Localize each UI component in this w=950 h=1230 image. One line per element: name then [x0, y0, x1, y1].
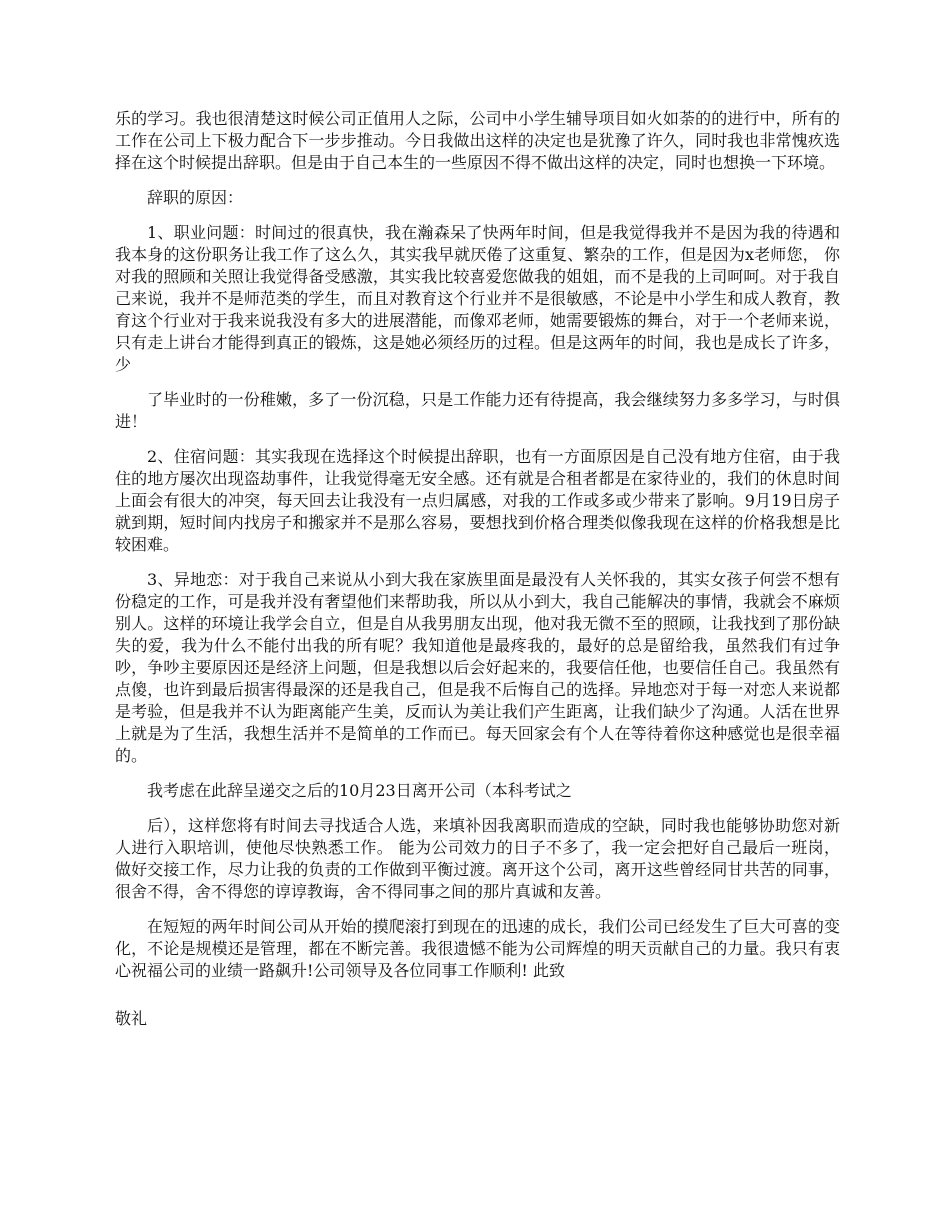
- paragraph-reasons-heading: 辞职的原因：: [147, 188, 244, 207]
- document-page: [115, 108, 840, 1030]
- paragraph-handover: 后），这样您将有时间去寻找适合人选，来填补因我离职而造成的空缺，同时我也能够协助您对新人进行入职培训，使他尽快熟悉工作。 能为公司效力的日子不多了，我一定会把好自己最后一班岗，做好交接工作，尽力让我的负责的工作做到平衡过渡。离开这个公司，离开这些曾经同甘共苦的同事，很舍不得，舍不得您的谆谆教诲，舍不得同事之间的那片真诚和友善。: [115, 816, 840, 901]
- paragraph-intro: 乐的学习。我也很清楚这时候公司正值用人之际，公司中小学生辅导项目如火如荼的的进行中，所有的工作在公司上下极力配合下一步步推动。今日我做出这样的决定也是犹豫了许久，同时我也非常愧疚选择在这个时候提出辞职。但是由于自己本生的一些原因不得不做出这样的决定，同时也想换一下环境。: [115, 109, 840, 172]
- paragraph-career-issue: 1、职业问题：时间过的很真快，我在瀚森呆了快两年时间，但是我觉得我并不是因为我的待遇和我本身的这份职务让我工作了这么久，其实我早就厌倦了这重复、繁杂的工作，但是因为x老师您， 你对我的照顾和关照让我觉得备受感激，其实我比较喜爱您做我的姐姐，而不是我的上司呵呵。对于我自己来说，我并不是师范类的学生，而且对教育这个行业并不是很敏感，不论是中小学生和成人教育，教育这个行业对于我来说我没有多大的进展潜能，而像邓老师，她需要锻炼的舞台，对于一个老师来说，只有走上讲台才能得到真正的锻炼，这是她必须经历的过程。但是这两年的时间，我也是成长了许多，少: [115, 223, 840, 374]
- paragraph-career-issue-continued: 了毕业时的一份稚嫩，多了一份沉稳，只是工作能力还有待提高，我会继续努力多多学习，与时俱进！: [115, 390, 840, 431]
- paragraph-long-distance: 3、异地恋：对于我自己来说从小到大我在家族里面是最没有人关怀我的，其实女孩子何尝不想有份稳定的工作，可是我并没有奢望他们来帮助我，所以从小到大，我自己能解决的事情，我就会不麻烦别人。这样的环境让我学会自立，但是自从我男朋友出现，他对我无微不至的照顾，让我找到了那份缺失的爱，我为什么不能付出我的所有呢？我知道他是最疼我的，最好的总是留给我，虽然我们有过争吵，争吵主要原因还是经济上问题，但是我想以后会好起来的，我要信任他，也要信任自己。我虽然有点傻，也许到最后损害得最深的还是我自己，但是我不后悔自己的选择。异地恋对于每一对恋人来说都是考验，但是我并不认为距离能产生美，反而认为美让我们产生距离，让我们缺少了沟通。人活在世界上就是为了生活，我想生活并不是简单的工作而已。每天回家会有个人在等待着你这种感觉也是很幸福的。: [115, 570, 840, 765]
- paragraph-leave-date: 我考虑在此辞呈递交之后的10月23日离开公司（本科考试之: [147, 781, 572, 800]
- paragraph-housing-issue: 2、住宿问题：其实我现在选择这个时候提出辞职，也有一方面原因是自己没有地方住宿，由于我住的地方屡次出现盗劫事件，让我觉得毫无安全感。还有就是合租者都是在家待业的，我们的休息时间上面会有很大的冲突，每天回去让我没有一点归属感，对我的工作或多或少带来了影响。9月19日房子就到期，短时间内找房子和搬家并不是那么容易，要想找到价格合理类似像我现在这样的价格我想是比较困难。: [115, 447, 840, 554]
- closing-salutation: 敬礼: [115, 1009, 148, 1028]
- paragraph-farewell: 在短短的两年时间公司从开始的摸爬滚打到现在的迅速的成长，我们公司已经发生了巨大可喜的变化，不论是规模还是管理，都在不断完善。我很遗憾不能为公司辉煌的明天贡献自己的力量。我只有衷心祝福公司的业绩一路飙升!公司领导及各位同事工作顺利! 此致: [115, 917, 840, 980]
